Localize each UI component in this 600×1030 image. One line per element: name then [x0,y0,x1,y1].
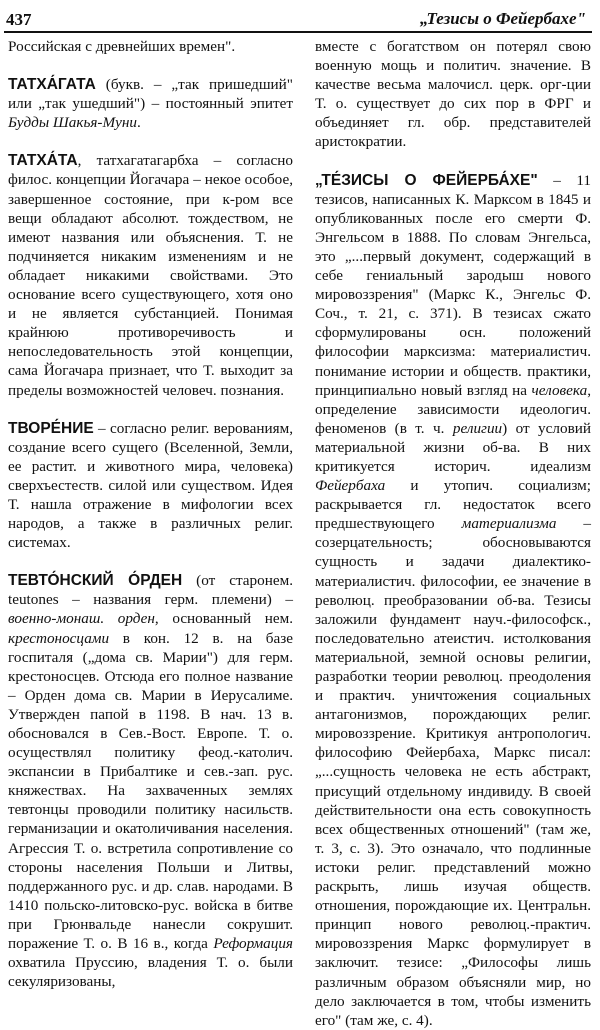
headword-tvorenie: ТВОРЕ́НИЕ [8,419,94,437]
entry-tvorenie [8,419,293,553]
entry-text: ) от условий материальной жизни об-ва. В них критикуется историч. идеализм [315,419,591,475]
entry-text: – согласно религ. верованиям, создание всего сущего (Вселенной, Земли, ее растит. и животного мира, человека) сверхъестеств. силой или существом. Идея Т. нашла отражение в мифологии всех народов, а также в различных религ. системах. [8,419,293,552]
cross-reference-link[interactable]: материализма [461,515,557,533]
headword-teutonic-order: ТЕВТО́НСКИЙ О́РДЕН [8,572,183,590]
cross-reference-link[interactable]: человека [531,381,588,399]
page-header [0,0,600,34]
entry-theses-on-feuerbach [315,171,591,1030]
entry-text: . [137,114,141,132]
entry-text: в кон. 12 в. на базе госпиталя („дома св. Марии") для герм. крестоносцев. Отсюда его полное название – Орден дома св. Марии в Иерусалиме. Утвержден папой в 1198. В нач. 13 в. обосновался в Сев.-Вост. Европе. Т. о. осуществлял политику феод.-католич. экспансии в Прибалтике и сев.-зап. рус. княжествах. На захваченных землях тевтонцы проводили политику насильств. германизации и окатоличивания населения. Агрессия Т. о. встретила сопротивление со стороны населения Польши и Литвы, поддержанного рус. и др. слав. народами. В 1410 польско-литовско-рус. войска в битве при Грюнвальде нанесли сокрушит. поражение Т. о. В 16 в., когда [8,629,293,953]
cross-reference-link[interactable]: Будды Шакья-Муни [8,114,138,132]
right-column [315,37,591,1030]
cross-reference-link[interactable]: Фейербаха [315,477,386,495]
continuation-text: вместе с богатством он потерял свою военную мощь и политич. значение. В качестве весьма малочисл. церк. орг-ции Т. о. существует до сих пор в ФРГ и объединяет гл. обр. представителей аристократии. [315,38,591,151]
entry-text: охватила Пруссию, владения Т. о. были секуляризованы, [8,954,293,991]
entry-teutonic-order [8,571,293,991]
entry-text: (букв. – „так пришедший" или „так ушедший") – постоянный эпитет [8,76,293,113]
headword-theses: „ТЕ́ЗИСЫ О ФЕЙЕРБА́ХЕ" [315,171,538,189]
headword-tathagata: ТАТХА́ГАТА [8,76,96,94]
page-number: 437 [6,10,32,29]
entry-text: , татхагатагарбха – согласно филос. концепции Йогачара – некое особое, завершенное состояние, при к-ром все вещи обладают абсолют. тождеством, не имеют названия или объяснения. Т. не подчиняется никаким изменениям и не обладает никакими свойствами. Это основание всего существующего, хотя оно и не является субстанцией. Понимая крайнюю противоречивость и непоследовательность этой концепции, сама Йогачара признает, что Т. выходит за пределы возможностей человеч. познания. [8,152,293,399]
entry-text: , определение зависимости идеологич. феноменов (в т. ч. [315,381,591,437]
entry-text: , основанный нем. [154,610,293,628]
entry-text: и утопич. социализм; раскрывается гл. недостаток всего предшествующего [315,477,591,533]
entry-text: – 11 тезисов, написанных К. Марксом в 1845 и опубликованных после его смерти Ф. Энгельсом в 1888. По словам Энгельса, это „...первый документ, содержащий в себе гениальный зародыш нового мировоззрения" (Маркс К., Энгельс Ф. Соч., т. 21, с. 371). В тезисах сжато сформулированы осн. положений философии марксизма: материалистич. понимание истории и обществ. практики, принципиально новый взгляд на [315,171,591,399]
running-head: „Тезисы о Фейербахе" [419,9,586,28]
cross-reference-link[interactable]: религии [452,419,503,437]
headword-tathata: ТАТХА́ТА [8,152,78,170]
continuation-text: Российская с древнейших времен". [8,38,236,55]
header-rule [4,31,592,33]
entry-tathata [8,151,293,399]
cross-reference-link[interactable]: военно-монаш. орден [8,610,155,628]
entry-text: – созерцательность; обосновываются сущность и задачи диалектико-материалистич. философии, ее значение в революц. преобразовании об-ва. Тезисы заложили фундамент науч.-философск., последовательно атеистич. истолкования материальной, земной основы религии, разработки теории революц. преодоления и практич. уничтожения социальных антагонизмов, порождающих религ. мировоззрение. Критикуя антропологич. философию Фейербаха, Маркс писал: „...сущность человека не есть абстракт, присущий отдельному индивиду. В своей действительности она есть совокупность всех общественных отношений" (там же, т. 3, с. 3). Это означало, что подлинные истоки религ. представлений можно раскрыть, лишь изучая обществ. отношения, порождающие их. Центральн. принцип нового революц.-практич. мировоззрения Маркс формулирует в заключит. тезисе: „Философы лишь различным образом объясняли мир, но дело заключается в том, чтобы изменить его" (там же, с. 4). [315,515,592,1029]
cross-reference-link[interactable]: крестоносцами [8,629,110,647]
cross-reference-link[interactable]: Реформация [213,935,293,953]
entry-text: (от старонем. teutones – названия герм. племени) – [8,572,293,609]
left-column [8,37,293,991]
entry-tathagata [8,75,293,132]
